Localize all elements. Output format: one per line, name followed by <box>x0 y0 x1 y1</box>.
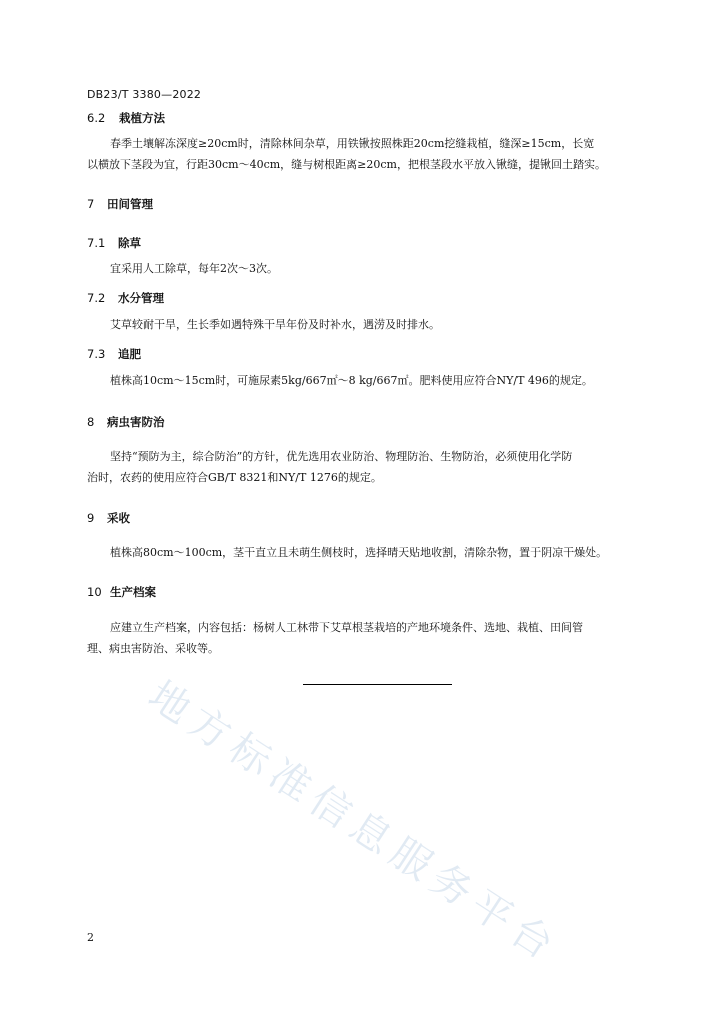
paragraph-line <box>87 467 687 488</box>
watermark: 地方标准信息服务平台 <box>140 672 568 973</box>
section-title: 田间管理 <box>107 197 153 211</box>
section-number: 6.2 <box>87 111 106 125</box>
section-heading-7-1 <box>87 235 141 251</box>
line-text: 艾草较耐干旱，生长季如遇特殊干旱年份及时补水，遇涝及时排水。 <box>110 318 440 331</box>
paragraph-line <box>87 617 687 638</box>
section-number: 7.1 <box>87 236 106 250</box>
paragraph-line <box>87 542 687 563</box>
line-text: 春季土壤解冻深度≥20cm时，清除林间杂草，用铁锹按照株距20cm挖缝栽植，缝深≥15cm，长宽 <box>110 137 595 150</box>
paragraph-line <box>87 314 687 335</box>
section-heading-7-3 <box>87 346 141 362</box>
section-number: 7 <box>87 197 95 211</box>
line-text: 宜采用人工除草，每年2次～3次。 <box>110 262 278 275</box>
paragraph-line <box>87 370 687 391</box>
paragraph-line <box>87 446 687 467</box>
section-heading-9 <box>87 510 130 526</box>
section-heading-8 <box>87 414 165 430</box>
section-number: 9 <box>87 511 95 525</box>
paragraph-10 <box>87 617 687 659</box>
section-number: 7.3 <box>87 347 106 361</box>
line-text: 以横放下茎段为宜，行距30cm～40cm，缝与树根距离≥20cm，把根茎段水平放入锹缝，提锹回土踏实。 <box>87 158 606 171</box>
section-title: 生产档案 <box>110 585 156 599</box>
section-title: 水分管理 <box>118 291 164 305</box>
paragraph-6-2 <box>87 133 687 175</box>
end-rule <box>303 684 452 685</box>
line-text: 坚持“预防为主，综合防治”的方针，优先选用农业防治、物理防治、生物防治，必须使用化学防 <box>110 450 573 463</box>
section-title: 除草 <box>118 236 141 250</box>
paragraph-9 <box>87 542 687 563</box>
section-number: 10 <box>87 585 102 599</box>
section-title: 病虫害防治 <box>107 415 165 429</box>
section-title: 采收 <box>107 511 130 525</box>
section-heading-10 <box>87 584 156 600</box>
paragraph-8 <box>87 446 687 488</box>
paragraph-7-1 <box>87 258 687 279</box>
line-text: 理、病虫害防治、采收等。 <box>87 642 219 655</box>
line-text: 治时，农药的使用应符合GB/T 8321和NY/T 1276的规定。 <box>87 471 382 484</box>
paragraph-line <box>87 133 687 154</box>
paragraph-7-3 <box>87 370 687 391</box>
line-text: 植株高80cm～100cm，茎干直立且未萌生侧枝时，选择晴天贴地收割，清除杂物，置于阴凉干燥处。 <box>110 546 608 559</box>
document-code: DB23/T 3380—2022 <box>87 88 202 101</box>
paragraph-line <box>87 638 687 659</box>
section-number: 8 <box>87 415 95 429</box>
section-heading-6-2 <box>87 110 165 126</box>
section-heading-7 <box>87 196 153 212</box>
section-title: 追肥 <box>118 347 141 361</box>
page-number: 2 <box>87 931 94 944</box>
line-text: 应建立生产档案，内容包括：杨树人工林带下艾草根茎栽培的产地环境条件、选地、栽植、田间管 <box>110 621 583 634</box>
paragraph-line <box>87 258 687 279</box>
section-title: 栽植方法 <box>119 111 165 125</box>
line-text: 植株高10cm～15cm时，可施尿素5kg/667㎡～8 kg/667㎡。肥料使用应符合NY/T 496的规定。 <box>110 374 593 387</box>
section-number: 7.2 <box>87 291 106 305</box>
paragraph-line <box>87 154 687 175</box>
section-heading-7-2 <box>87 290 164 306</box>
paragraph-7-2 <box>87 314 687 335</box>
